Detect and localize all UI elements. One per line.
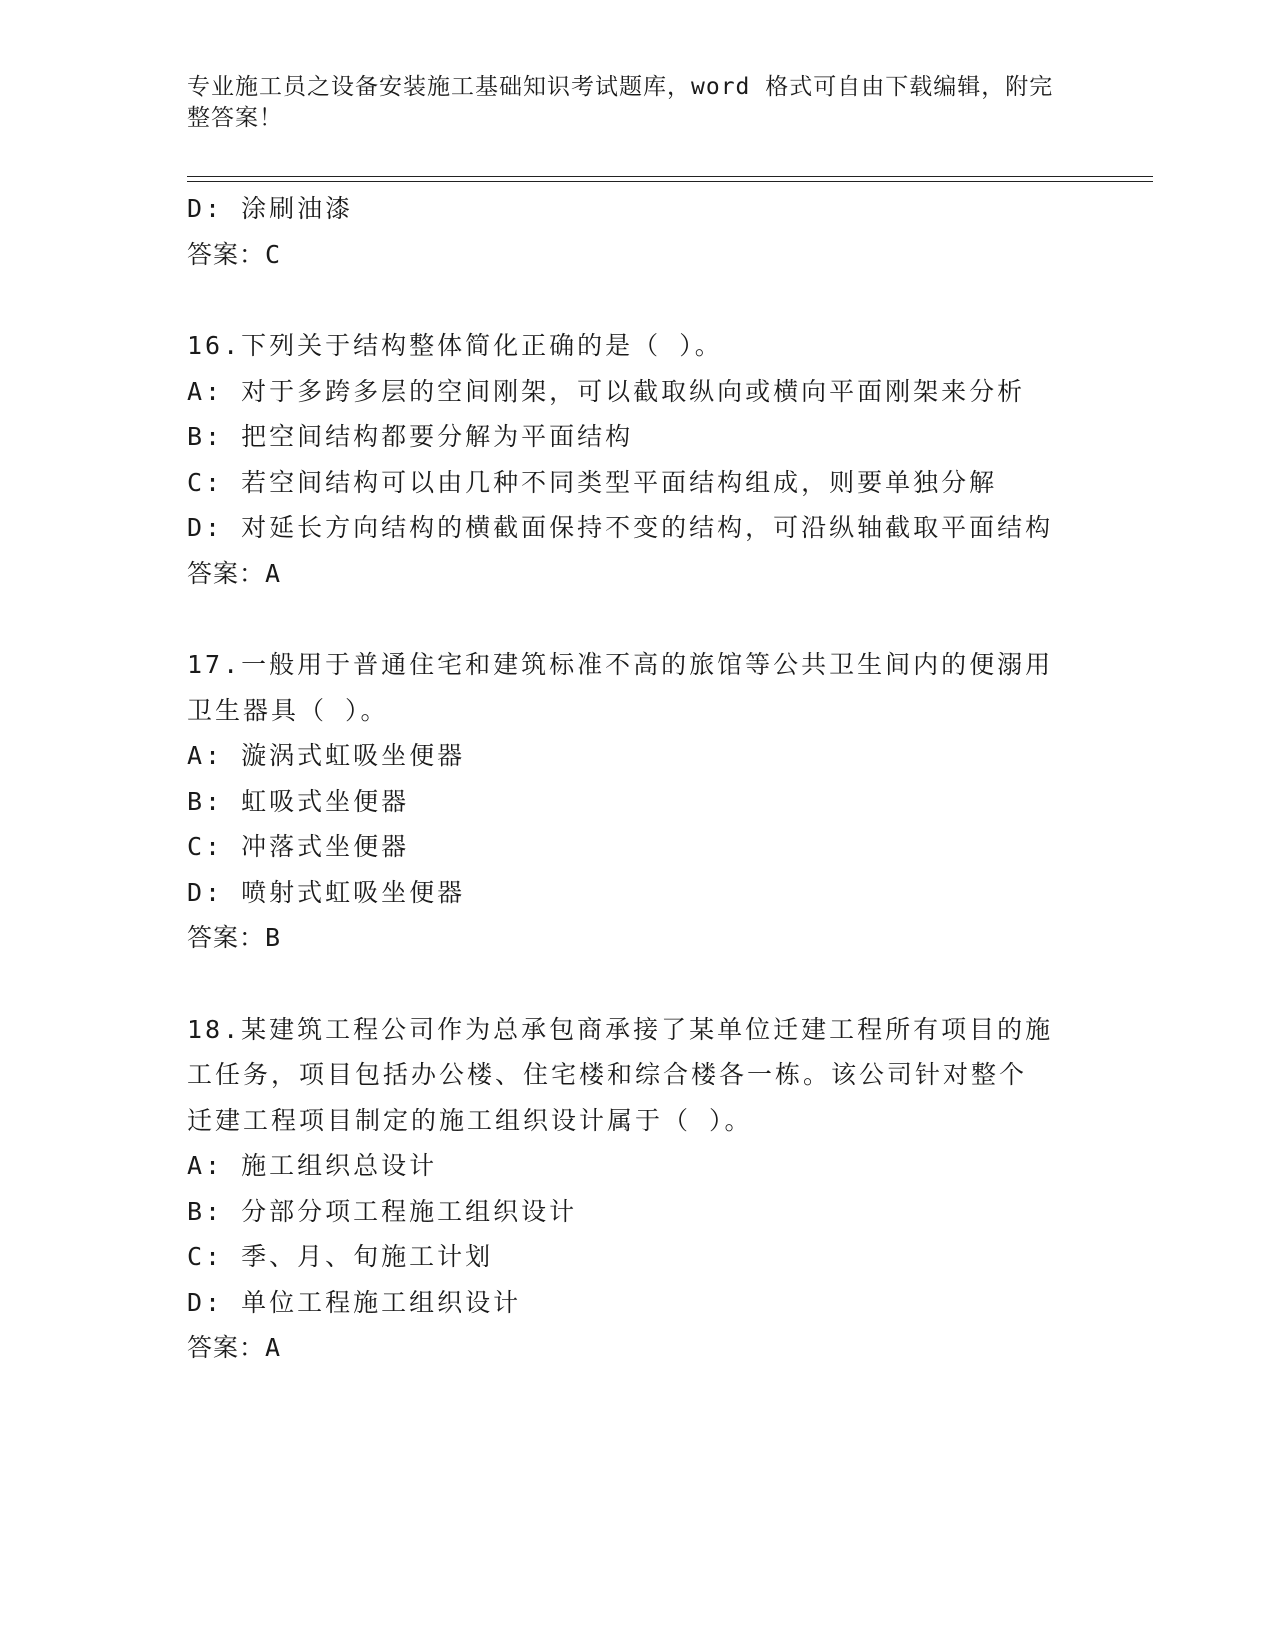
document-header: 专业施工员之设备安装施工基础知识考试题库，word 格式可自由下载编辑，附完整答案！ bbox=[187, 74, 1054, 131]
question-stem-line-3: 迁建工程项目制定的施工组织设计属于（ ）。 bbox=[187, 1105, 753, 1135]
question-stem: 16.下列关于结构整体简化正确的是（ ）。 bbox=[187, 331, 723, 360]
option-b: B: 把空间结构都要分解为平面结构 bbox=[187, 422, 634, 451]
question-list bbox=[187, 186, 1087, 1371]
answer-label: 答案： bbox=[187, 239, 266, 269]
answer-value: A bbox=[265, 558, 282, 588]
option-d: D: 喷射式虹吸坐便器 bbox=[187, 877, 466, 907]
question-stem-line-1: 17.一般用于普通住宅和建筑标准不高的旅馆等公共卫生间内的便溺用 bbox=[187, 650, 1054, 679]
answer-value: C bbox=[265, 239, 282, 269]
continued-answer bbox=[187, 232, 1087, 278]
answer-label: 答案： bbox=[187, 558, 266, 588]
header-divider-top bbox=[187, 176, 1153, 177]
option-c: C: 冲落式坐便器 bbox=[187, 832, 410, 861]
option-b: B: 分部分项工程施工组织设计 bbox=[187, 1196, 578, 1226]
option-a: A: 施工组织总设计 bbox=[187, 1151, 438, 1180]
answer-label: 答案： bbox=[187, 923, 266, 952]
option-d: D: 单位工程施工组织设计 bbox=[187, 1287, 522, 1317]
option-c: C: 季、月、旬施工计划 bbox=[187, 1242, 494, 1271]
answer bbox=[187, 551, 1087, 597]
question-18 bbox=[187, 1007, 1087, 1371]
continued-option-d: D: 涂刷油漆 bbox=[187, 194, 354, 223]
answer bbox=[187, 1325, 1087, 1371]
question-stem-line-2: 卫生器具（ ）。 bbox=[187, 695, 389, 725]
header-divider-bottom bbox=[187, 181, 1153, 182]
question-17 bbox=[187, 642, 1087, 961]
answer-value: B bbox=[265, 923, 282, 952]
answer-label: 答案： bbox=[187, 1333, 266, 1362]
option-a: A: 对于多跨多层的空间刚架，可以截取纵向或横向平面刚架来分析 bbox=[187, 376, 1026, 406]
question-stem-line-1: 18.某建筑工程公司作为总承包商承接了某单位迁建工程所有项目的施 bbox=[187, 1014, 1054, 1044]
option-d: D: 对延长方向结构的横截面保持不变的结构，可沿纵轴截取平面结构 bbox=[187, 513, 1054, 542]
option-a: A: 漩涡式虹吸坐便器 bbox=[187, 741, 466, 770]
question-stem-line-2: 工任务，项目包括办公楼、住宅楼和综合楼各一栋。该公司针对整个 bbox=[187, 1060, 1028, 1089]
answer-value: A bbox=[265, 1333, 282, 1362]
answer bbox=[187, 915, 1087, 961]
option-c: C: 若空间结构可以由几种不同类型平面结构组成，则要单独分解 bbox=[187, 467, 998, 497]
option-b: B: 虹吸式坐便器 bbox=[187, 786, 410, 816]
question-16 bbox=[187, 323, 1087, 596]
